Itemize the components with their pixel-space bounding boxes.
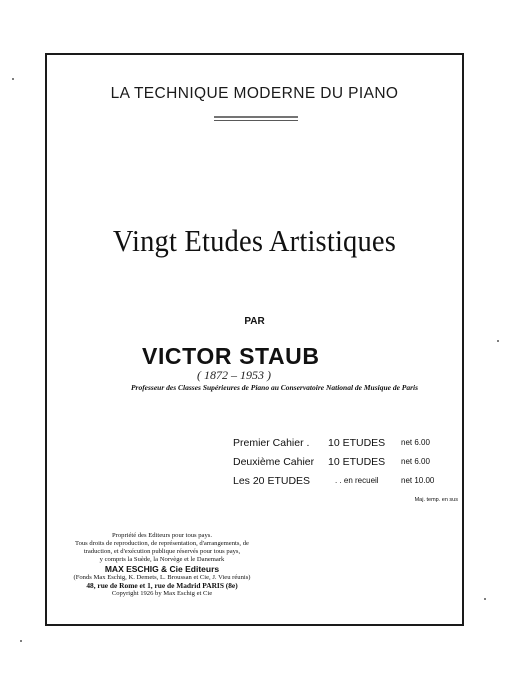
copyright-notice: Copyright 1926 by Max Eschig et Cie bbox=[111, 590, 213, 597]
title-page-border bbox=[45, 53, 464, 626]
edition-row bbox=[233, 437, 458, 456]
page-title: Vingt Etudes Artistiques bbox=[112, 223, 397, 258]
edition-price: net 10.00 bbox=[401, 476, 435, 485]
edition-row bbox=[233, 456, 458, 475]
rights-line: Tous droits de reproduction, de représentation, d'arrangements, de bbox=[75, 540, 249, 547]
editions-list bbox=[233, 437, 458, 503]
rights-line: traduction, et d'exécution publique réservés pour tous pays, bbox=[83, 548, 241, 555]
edition-count: 10 ETUDES bbox=[328, 437, 386, 449]
double-rule-ornament-icon bbox=[212, 115, 300, 123]
series-title: LA TECHNIQUE MODERNE DU PIANO bbox=[110, 85, 399, 102]
rights-line: y compris la Suède, la Norvège et le Danemark bbox=[99, 556, 225, 563]
scan-speck bbox=[12, 78, 14, 80]
edition-price: net 6.00 bbox=[401, 438, 430, 447]
edition-count: . . en recueil bbox=[335, 476, 379, 485]
scan-speck bbox=[497, 340, 499, 342]
edition-price: net 6.00 bbox=[401, 457, 430, 466]
edition-row bbox=[233, 475, 458, 494]
scan-speck bbox=[484, 598, 486, 600]
publisher-funds: (Fonds Max Eschig, K. Demets, L. Broussan et Cie, J. Vieu réunis) bbox=[73, 574, 251, 581]
price-note: Maj. temp. en sus bbox=[414, 497, 458, 503]
edition-name: Premier Cahier . bbox=[233, 437, 310, 449]
edition-name: Les 20 ETUDES bbox=[233, 475, 311, 487]
rights-line: Propriété des Editeurs pour tous pays. bbox=[112, 532, 212, 539]
edition-count: 10 ETUDES bbox=[328, 456, 386, 468]
publisher-address: 48, rue de Rome et 1, rue de Madrid PARIS (8e) bbox=[86, 581, 238, 590]
author-position: Professeur des Classes Supérieures de Piano au Conservatoire National de Musique de Paris bbox=[130, 383, 419, 392]
scan-speck bbox=[20, 640, 22, 642]
author-dates-handwritten: ( 1872 – 1953 ) bbox=[197, 368, 271, 382]
by-label: PAR bbox=[244, 316, 265, 327]
edition-name: Deuxième Cahier bbox=[233, 456, 315, 468]
author-name: VICTOR STAUB bbox=[142, 343, 320, 369]
publisher-name: MAX ESCHIG & Cie Editeurs bbox=[104, 564, 220, 574]
publisher-block bbox=[57, 532, 267, 598]
